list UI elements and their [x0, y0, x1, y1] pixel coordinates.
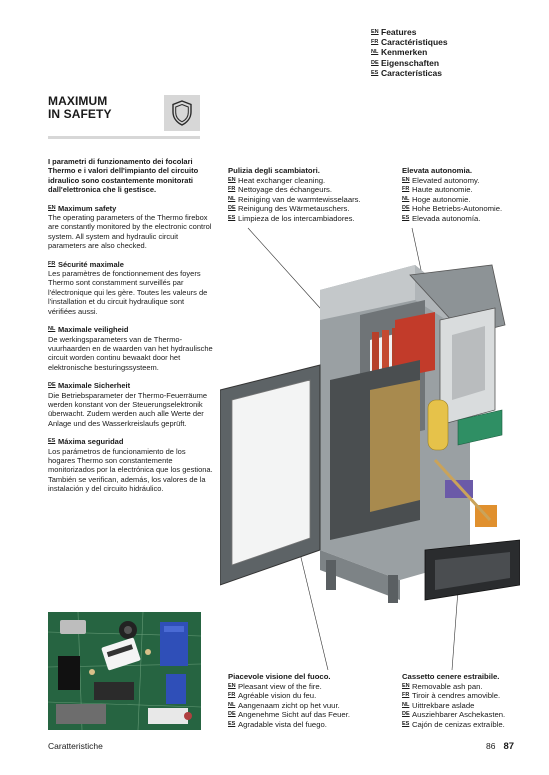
section-body: Les paramètres de fonctionnement des foyers Thermo sont constamment surveillés par l'électronique qui les gère. Toutes les valeurs de l'installation et du circuit hydraulique sont vérifiées aussi. [48, 269, 208, 316]
page-numbers [486, 741, 514, 752]
page-number-left: 86 [486, 741, 496, 751]
section-heading: FR Sécurité maximale [48, 259, 124, 269]
title-line-1: MAXIMUM [48, 94, 108, 108]
callout-title: Pulizia degli scambiatori. [228, 166, 320, 175]
callout-line: ES Limpieza de los intercambiadores. [228, 213, 355, 223]
left-column-text [48, 157, 213, 503]
legend-item: NL Kenmerken [371, 47, 428, 58]
callout-line: FR Nettoyage des échangeurs. [228, 185, 333, 195]
legend-text: Características [381, 67, 442, 78]
legend-text: Kenmerken [381, 47, 428, 58]
legend-text: Caractéristiques [381, 37, 448, 48]
section-body: De werkingsparameters van de Thermo-vuurhaarden en de waarden van het hydraulische circuit worden continu bewaakt door het elektronische besturingssysteem. [48, 334, 213, 372]
callout-autonomy [402, 166, 502, 224]
callout-title: Cassetto cenere estraibile. [402, 672, 500, 681]
callout-line: DE Ausziehbarer Aschekasten. [402, 710, 506, 720]
section-heading: ES Máxima seguridad [48, 437, 124, 447]
title-line-2: IN SAFETY [48, 107, 112, 121]
callout-fire-view [228, 672, 350, 730]
title-divider [48, 136, 200, 139]
page-number-right: 87 [503, 741, 515, 752]
callout-line: ES Cajón de cenizas extraíble. [402, 719, 505, 729]
callout-line: NL Hoge autonomie. [402, 194, 471, 204]
section-es [48, 437, 213, 493]
callout-line: EN Removable ash pan. [402, 681, 483, 691]
language-legend [371, 27, 448, 78]
section-fr [48, 260, 213, 316]
callout-line: EN Heat exchanger cleaning. [228, 175, 326, 185]
callout-line: ES Elevada autonomía. [402, 213, 481, 223]
callout-line: ES Agradable vista del fuego. [228, 719, 327, 729]
legend-item: ES Características [371, 67, 442, 78]
legend-item: EN Features [371, 27, 417, 37]
callout-line: FR Tiroir à cendres amovible. [402, 691, 501, 701]
section-heading: EN Maximum safety [48, 203, 117, 213]
page-title [48, 95, 112, 121]
legend-item: DE Eigenschaften [371, 57, 440, 68]
stove-cutaway-illustration [220, 220, 520, 670]
callout-title: Piacevole visione del fuoco. [228, 672, 331, 681]
callout-ash-pan [402, 672, 505, 730]
section-body: Die Betriebsparameter der Thermo-Feuerräume werden konstant von der Steuerungselektronik überwacht. Zudem werden auch alle Werte der Anlage und des Wasserkreislaufs geprüft. [48, 390, 208, 428]
callout-line: EN Pleasant view of the fire. [228, 681, 322, 691]
circuit-board-photo [48, 612, 201, 730]
section-nl [48, 325, 213, 372]
callout-line: NL Uittrekbare aslade [402, 700, 475, 710]
callout-heat-exchanger [228, 166, 361, 224]
section-heading: DE Maximale Sicherheit [48, 381, 131, 391]
callout-line: FR Agréable vision du feu. [228, 691, 317, 701]
footer-section-label: Caratteristiche [48, 741, 103, 751]
callout-line: NL Aangenaam zicht op het vuur. [228, 700, 340, 710]
callout-line: EN Elevated autonomy. [402, 175, 480, 185]
section-body: Los parámetros de funcionamiento de los hogares Thermo son constantemente monitorizados por la electrónica que los gestiona. También se verifican, además, los valores de la instalación y del circuito hidráulico. [48, 446, 213, 494]
intro-text: I parametri di funzionamento dei focolari Thermo e i valori dell'impianto del circuito idraulico sono costantemente monitorati dall'elettronica che li gestisce. [48, 157, 199, 195]
callout-line: DE Angenehme Sicht auf das Feuer. [228, 710, 350, 720]
legend-item: FR Caractéristiques [371, 37, 448, 48]
section-body: The operating parameters of the Thermo firebox are constantly monitored by the electronic control system. All system and hydraulic circuit parameters are also checked. [48, 213, 212, 251]
section-de [48, 381, 213, 428]
legend-text: Features [381, 27, 417, 37]
callout-title: Elevata autonomia. [402, 166, 473, 175]
callout-line: DE Reinigung des Wärmetauschers. [228, 204, 350, 214]
legend-text: Eigenschaften [381, 57, 440, 68]
section-en [48, 204, 213, 251]
callout-line: FR Haute autonomie. [402, 185, 473, 195]
callout-line: DE Hohe Betriebs-Autonomie. [402, 204, 503, 214]
callout-line: NL Reiniging van de warmtewisselaars. [228, 194, 361, 204]
section-heading: NL Maximale veiligheid [48, 325, 129, 335]
shield-icon [164, 95, 200, 131]
